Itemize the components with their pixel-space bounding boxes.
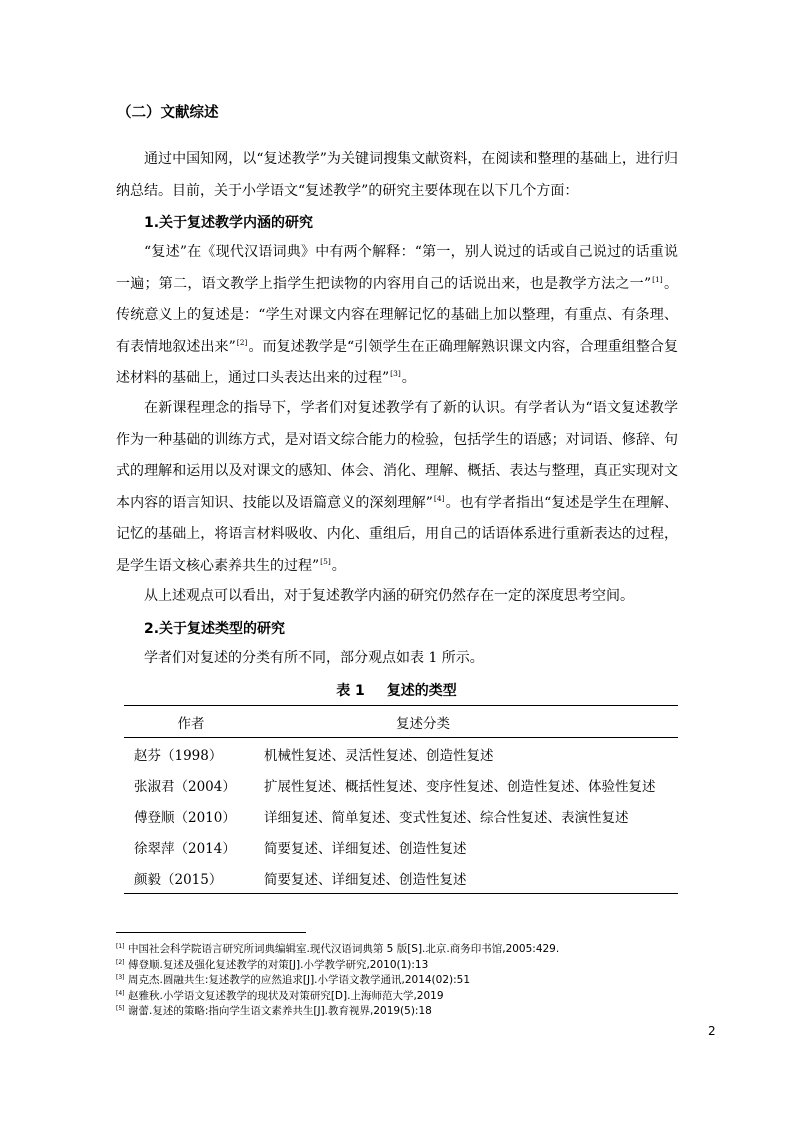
paragraph-new-curriculum: [116, 393, 678, 582]
table-caption-title: 复述的类型: [386, 683, 457, 699]
footnote-marker: [1]: [116, 943, 125, 950]
footnote-item: [116, 1004, 716, 1020]
table-cell-classification: 简要复述、详细复述、创造性复述: [264, 840, 467, 857]
paragraph-conclusion: 从上述观点可以看出，对于复述教学内涵的研究仍然存在一定的深度思考空间。: [144, 588, 634, 604]
footnote-separator: [116, 932, 306, 933]
citation-ref-4[interactable]: [4]: [433, 493, 445, 503]
footnote-item: [116, 973, 716, 989]
table-cell-author: 张淑君（2004）: [134, 778, 236, 795]
footnote-item: [116, 942, 716, 958]
text-segment: 在新课程理念的指导下，学者们对复述教学有了新的认识。有学者认为“语文复述教学作为一种基础的训练方式，是对语文综合能力的检验，包括学生的语感；对词语、修辞、句式的理解和运用以及对课文的感知、体会、消化、理解、概括、表达与整理，真正实现对文本内容的语言知识、技能以及语篇意义的深刻理解”: [116, 400, 678, 511]
intro-paragraph: 通过中国知网，以“复述教学”为关键词搜集文献资料，在阅读和整理的基础上，进行归纳总结。目前，关于小学语文“复述教学”的研究主要体现在以下几个方面：: [116, 151, 678, 199]
table-cell-classification: 简要复述、详细复述、创造性复述: [264, 871, 467, 888]
table-cell-author: 赵芬（1998）: [134, 747, 223, 764]
table-caption: [0, 680, 793, 700]
paragraph-table-intro: 学者们对复述的分类有所不同，部分观点如表 1 所示。: [144, 650, 484, 666]
table-row: [124, 862, 678, 894]
citation-ref-5[interactable]: [5]: [320, 556, 331, 566]
footnote-marker: [2]: [116, 958, 125, 966]
footnote-text: 谢蕾.复述的策略:指向学生语文素养共生[J].教育视界,2019(5):18: [128, 1005, 432, 1017]
footnote-text: 中国社会科学院语言研究所词典编辑室.现代汉语词典第 5 版[S].北京.商务印书馆,2005:429.: [128, 943, 560, 955]
paragraph-definition: [116, 237, 678, 395]
citation-ref-2[interactable]: [2]: [236, 337, 248, 347]
table-row: [124, 769, 678, 800]
footnote-text: 赵雅秋.小学语文复述教学的现状及对策研究[D].上海师范大学,2019: [128, 989, 444, 1002]
table-cell-author: 傅登顺（2010）: [134, 809, 236, 826]
table-cell-classification: 机械性复述、灵活性复述、创造性复述: [264, 747, 494, 764]
text-segment: 。也有学者指出“复述是学生在理解、记忆的基础上，将语言材料吸收、内化、重组后，用自己的话语体系进行重新表达的过程，是学生语文核心素养共生的过程”: [116, 494, 679, 574]
page-number: 2: [708, 1024, 716, 1038]
table-row: [124, 831, 678, 862]
table-caption-number: 表 1: [336, 683, 365, 699]
text-segment: “复述”在《现代汉语词典》中有两个解释：“第一，别人说过的话或自己说过的话重说一遍；第二，语文教学上指学生把读物的内容用自己的话说出来，也是教学方法之一”: [116, 244, 678, 292]
footnote-text: 周克杰.圆融共生:复述教学的应然追求[J].小学语文教学通讯,2014(02):51: [128, 974, 471, 986]
citation-ref-1[interactable]: [1]: [652, 274, 663, 284]
table-row: [124, 800, 678, 831]
footnote-marker: [4]: [116, 989, 125, 997]
column-header-classification: 复述分类: [396, 715, 450, 732]
table-cell-classification: 扩展性复述、概括性复述、变序性复述、创造性复述、体验性复述: [264, 778, 656, 795]
table-cell-classification: 详细复述、简单复述、变式性复述、综合性复述、表演性复述: [264, 809, 629, 826]
subheading-connotation: 1.关于复述教学内涵的研究: [144, 215, 314, 231]
citation-ref-3[interactable]: [3]: [390, 369, 401, 379]
table-row: [124, 738, 678, 770]
retelling-types-table: [124, 705, 678, 894]
text-segment: 。: [331, 557, 346, 574]
section-heading: （二）文献综述: [117, 105, 219, 121]
table-cell-author: 徐翠萍（2014）: [134, 840, 236, 857]
text-segment: 。: [401, 370, 416, 386]
footnote-item: [116, 958, 716, 974]
footnote-marker: [5]: [116, 1005, 125, 1012]
subheading-types: 2.关于复述类型的研究: [144, 621, 286, 637]
footnote-list: [116, 942, 716, 1020]
column-header-author: 作者: [177, 715, 205, 732]
table-header-row: [124, 706, 678, 738]
footnote-item: [116, 989, 716, 1005]
footnote-text: 傅登顺.复述及强化复述教学的对策[J].小学教学研究,2010(1):13: [128, 958, 429, 971]
text-segment: 。而复述教学是“引领学生在正确理解熟识课文内容，合理重组整合复述材料的基础上，通过口头表达出来的过程”: [116, 338, 678, 386]
text-segment: 。传统意义上的复述是：“学生对课文内容在理解记忆的基础上加以整理，有重点、有条理、有表情地叙述出来”: [116, 275, 679, 355]
table-cell-author: 颜毅（2015）: [134, 871, 223, 888]
footnote-marker: [3]: [116, 974, 125, 981]
